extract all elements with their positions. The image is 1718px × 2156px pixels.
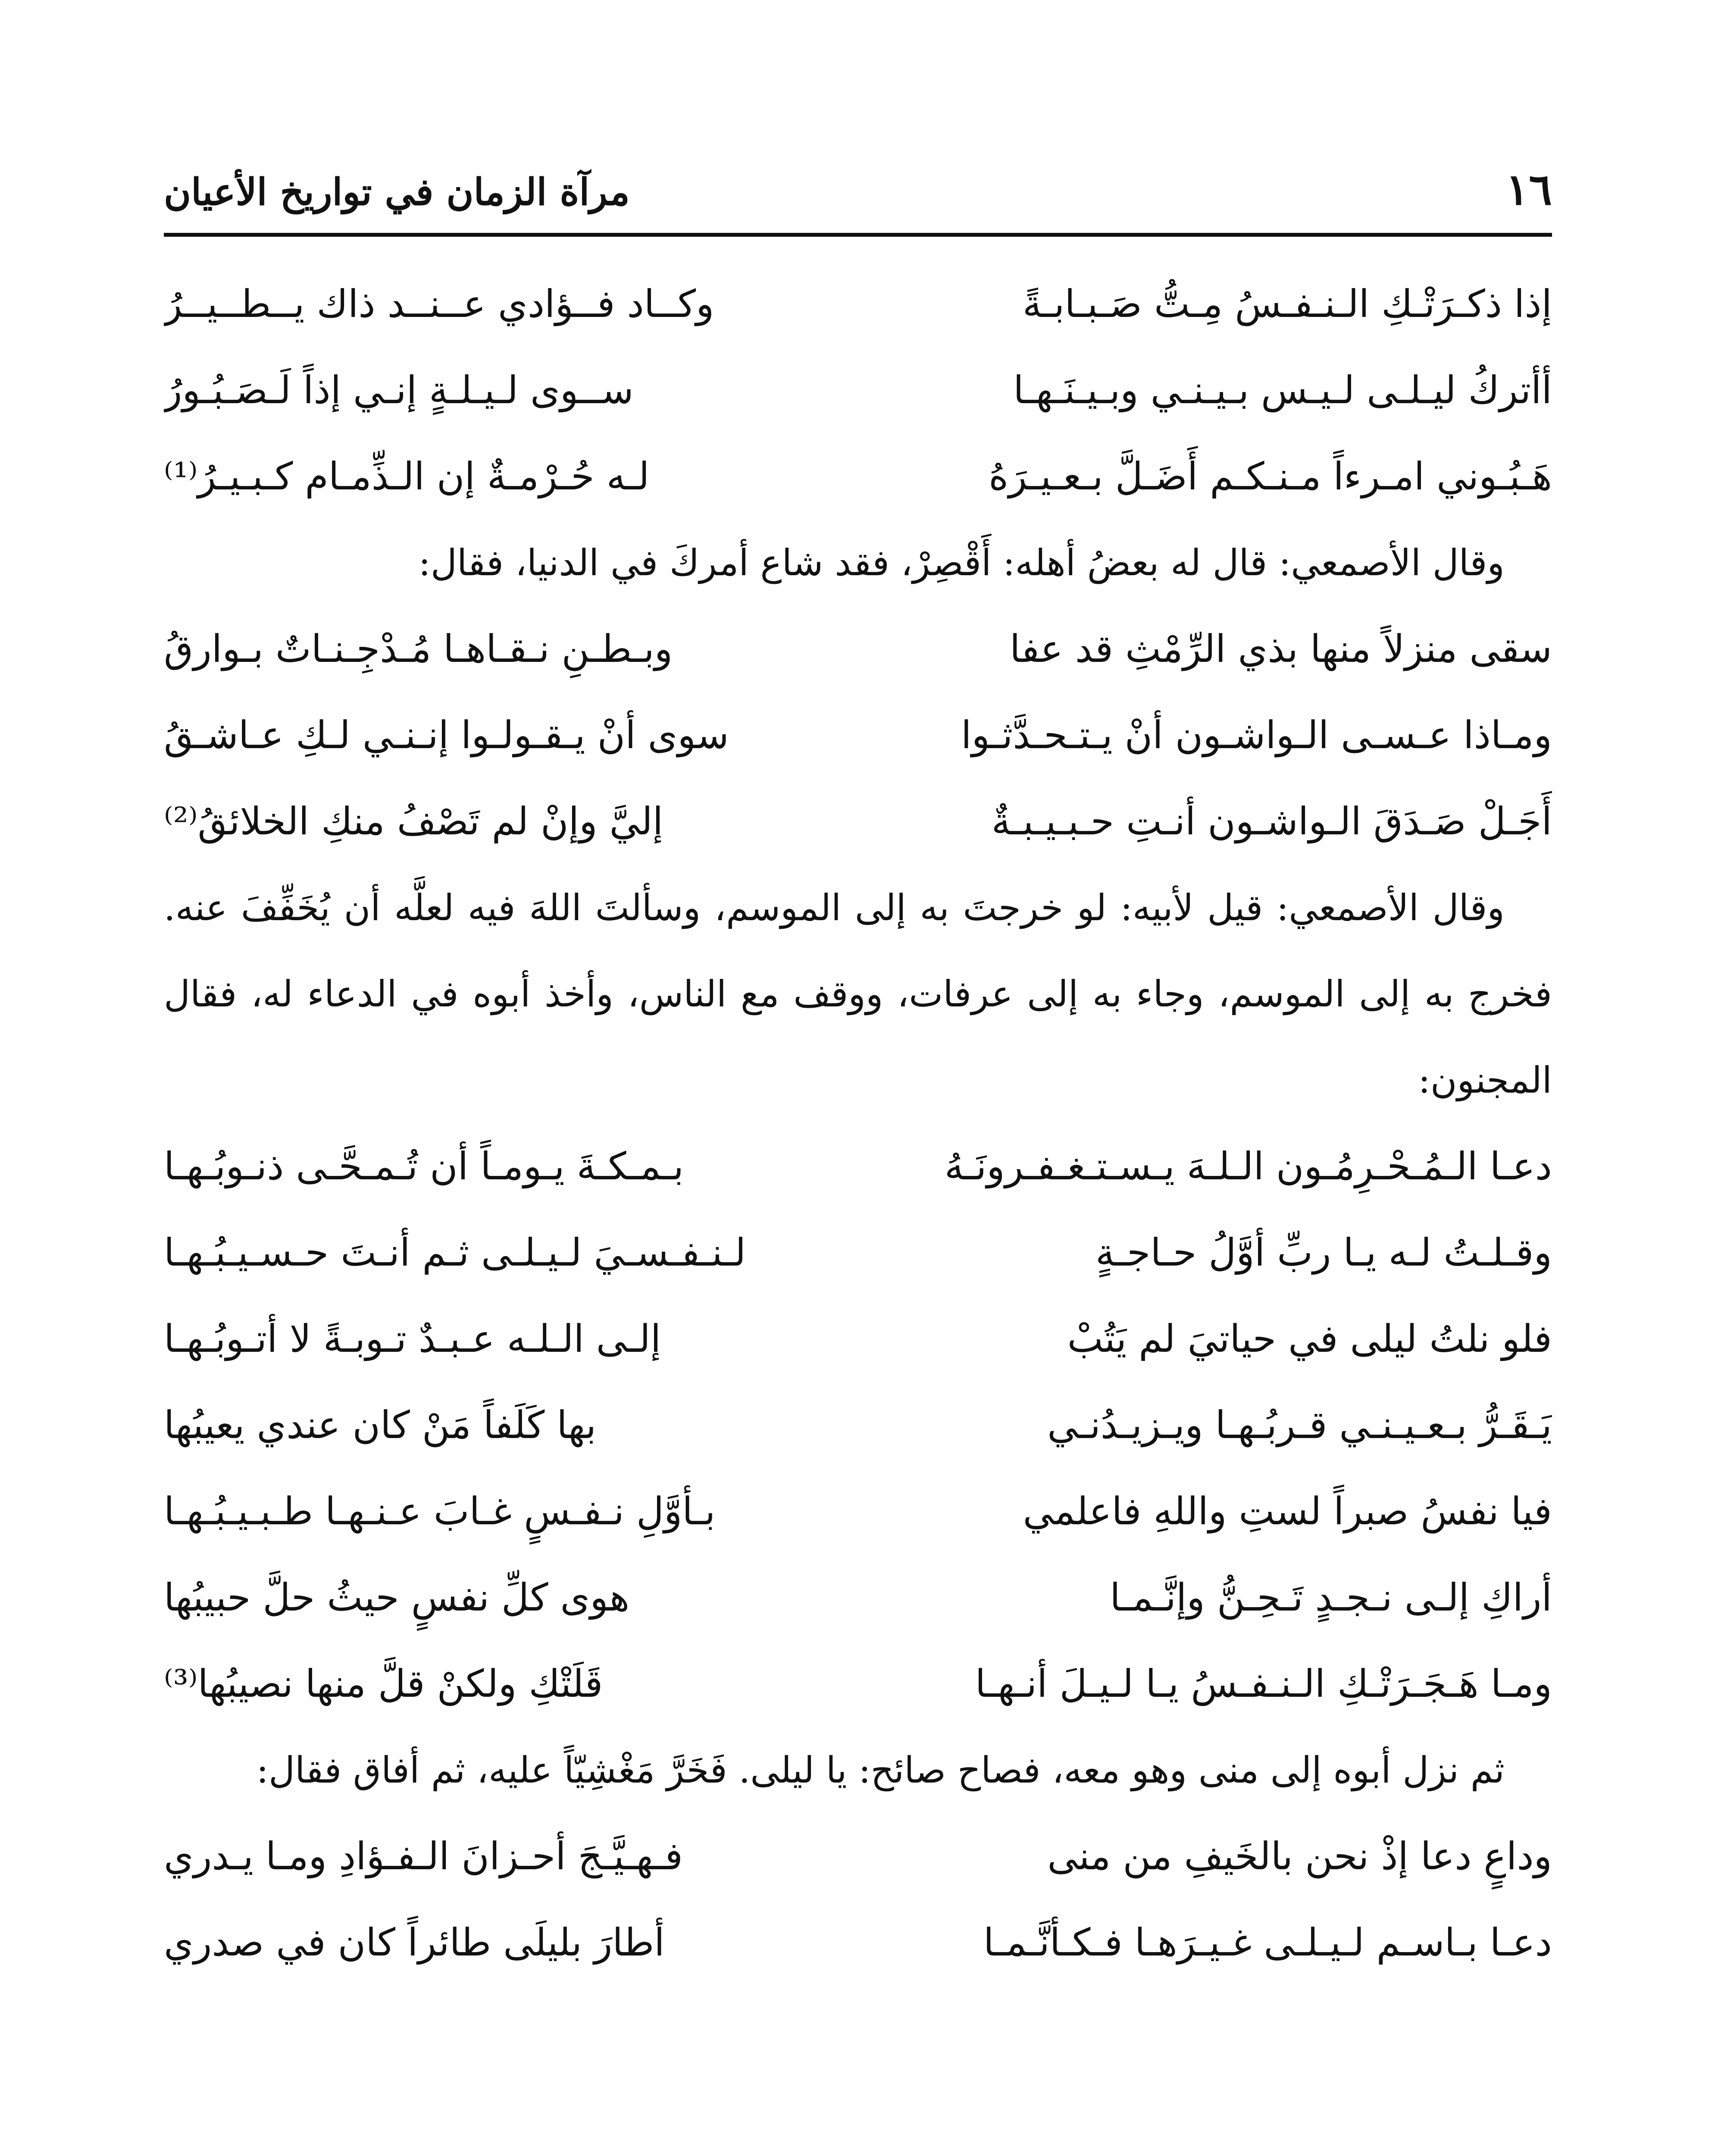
verse-second-hemistich: ســوى لـيـلـةٍ إنـي إذاً لَـصَـبُـورُ (164, 368, 634, 412)
verse-first-hemistich: دعـا الـمُـحْـرِمُـون الـلـهَ يـسـتـغـفـرونَـهُ (944, 1144, 1552, 1188)
verse-line (164, 1382, 1552, 1468)
running-title: مرآة الزمان في تواريخ الأعيان (164, 170, 630, 214)
verse-second-hemistich: فـهـيَّـجَ أحـزانَ الـفـؤادِ ومـا يـدري (164, 1834, 683, 1878)
verse-first-hemistich: ومـاذا عـسـى الـواشـون أنْ يـتـحـدَّثـوا (961, 713, 1552, 757)
verse-first-hemistich: هَـبُـوني امـرءاً مـنـكـم أَضَـلَّ بـعـيـرَهُ (989, 454, 1552, 498)
verse-line (164, 1296, 1552, 1382)
prose-paragraph: وقال الأصمعي: قيل لأبيه: لو خرجتَ به إلى الموسم، وسألتَ اللهَ فيه لعلَّه أن يُخَفِّفَ عنه. فخرج به إلى الموسم، وجاء به إلى عرفات، ووقف مع الناس، وأخذ أبوه في الدعاء له، فقال المجنون: (164, 887, 1552, 1101)
verse-line (164, 1641, 1552, 1727)
poem (164, 1813, 1552, 1986)
prose-paragraph: ثم نزل أبوه إلى منى وهو معه، فصاح صائح: يا ليلى. فَخَرَّ مَغْشِيّاً عليه، ثم أفاق فقال: (256, 1749, 1505, 1791)
verse-line (164, 778, 1552, 865)
verse-line (164, 1123, 1552, 1210)
verse-second-hemistich: سوى أنْ يـقـولـوا إنـنـي لـكِ عـاشـقُ (164, 713, 729, 757)
page-number: ١٦ (1505, 164, 1552, 215)
verse-first-hemistich: أَجَـلْ صَـدَقَ الـواشـون أنـتِ حـبـيـبـةٌ (991, 799, 1552, 843)
poem (164, 1123, 1552, 1727)
verse-first-hemistich: وداعٍ دعا إذْ نحن بالخَيفِ من منى (1047, 1834, 1552, 1878)
verse-first-hemistich: أراكِ إلـى نـجـدٍ تَـحِـنُّ وإنَّـمـا (1110, 1575, 1552, 1620)
verse-first-hemistich: ومـا هَـجَـرَتْـكِ الـنـفـسُ يـا لـيـلَ أنـهـا (975, 1661, 1552, 1706)
verse-first-hemistich: سقى منزلاً منها بذي الرِّمْثِ قد عفا (1010, 627, 1552, 671)
verse-line (164, 433, 1552, 520)
verse-line (164, 1554, 1552, 1641)
verse-line (164, 1899, 1552, 1986)
verse-line (164, 261, 1552, 347)
verse-second-hemistich: وبـطـنِ نـقـاهـا مُـدْجِـنـاتٌ بـوارقُ (164, 627, 673, 671)
verse-line (164, 347, 1552, 433)
verse-first-hemistich: وقـلـتُ لـه يـا ربِّ أوَّلُ حـاجـةٍ (1095, 1230, 1552, 1275)
verse-line (164, 1813, 1552, 1899)
verse-line (164, 1468, 1552, 1554)
verse-second-hemistich: بـأوَّلِ نـفـسٍ غـابَ عـنـهـا طـبـيـبُـهـا (164, 1489, 716, 1533)
poem (164, 261, 1552, 520)
verse-second-hemistich: وكــاد فــؤادي عــنــد ذاك يــطــيــرُ (164, 282, 714, 326)
main-text (164, 261, 1552, 1986)
verse-second-hemistich: بـمـكـةَ يـومـاً أن تُـمـحَّـى ذنـوبُـهـا (164, 1144, 684, 1188)
page-header (164, 164, 1552, 233)
verse-first-hemistich: أأتركُ ليـلـى لـيـس بـيـنـي وبـيـنَـهـا (1013, 368, 1552, 412)
verse-second-hemistich: قَلَتْكِ ولكنْ قلَّ منها نصيبُها⁽³⁾ (164, 1661, 603, 1706)
verse-line (164, 606, 1552, 692)
verse-first-hemistich: فيا نفسُ صبراً لستِ واللهِ فاعلمي (1023, 1489, 1552, 1533)
verse-second-hemistich: هوى كلِّ نفسٍ حيثُ حلَّ حبيبُها (164, 1575, 630, 1620)
verse-second-hemistich: إلـى الـلـه عـبـدٌ تـوبـةً لا أتـوبُـهـا (164, 1316, 661, 1361)
verse-second-hemistich: أطارَ بليلَى طائراً كان في صدري (164, 1920, 665, 1965)
verse-second-hemistich: لـه حُـرْمـةٌ إن الـذِّمـام كـبـيـرُ⁽¹⁾ (164, 454, 650, 498)
verse-line (164, 1210, 1552, 1296)
verse-second-hemistich: بها كَلَفاً مَنْ كان عندي يعيبُها (164, 1403, 597, 1447)
verse-first-hemistich: يَـقَـرُّ بـعـيـنـي قـربُـهـا ويـزيـدُنـي (1047, 1403, 1552, 1447)
verse-first-hemistich: دعـا بـاسـم لـيـلـى غـيـرَهـا فـكـأنَّـمـا (983, 1920, 1552, 1965)
prose-paragraph: وقال الأصمعي: قال له بعضُ أهله: أَقْصِرْ، فقد شاع أمركَ في الدنيا، فقال: (418, 542, 1505, 584)
verse-first-hemistich: فلو نلتُ ليلى في حياتيَ لم يَتُبْ (1067, 1316, 1552, 1361)
verse-first-hemistich: إذا ذكـرَتْـكِ الـنـفـسُ مِـتُّ صَـبـابـةً (1022, 282, 1552, 326)
verse-second-hemistich: لـنـفـسـيَ لـيـلـى ثـم أنـتَ حـسـيـبُـهـا (164, 1230, 746, 1275)
poem (164, 606, 1552, 865)
verse-second-hemistich: إليَّ وإنْ لم تَصْفُ منكِ الخلائقُ⁽²⁾ (164, 799, 663, 843)
header-divider (164, 233, 1552, 237)
verse-line (164, 692, 1552, 778)
